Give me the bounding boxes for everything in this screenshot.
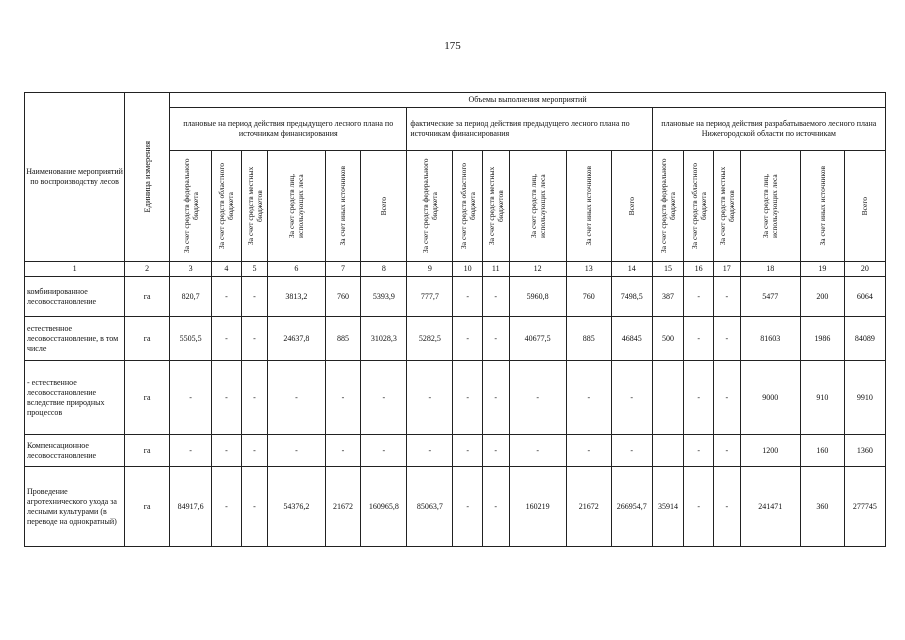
table-cell: 40677,5 [509, 317, 566, 361]
column-header-unit: Единица измерения [125, 93, 170, 262]
table-cell: 160 [800, 435, 844, 467]
subheader-cell: За счет средств местных бюджетов [241, 151, 268, 262]
table-cell: - [714, 361, 741, 435]
subheader-cell: За счет средств лиц, использующих леса [268, 151, 325, 262]
table-cell: 760 [566, 277, 611, 317]
row-unit: га [125, 435, 170, 467]
table-cell: - [407, 435, 453, 467]
table-cell: - [361, 361, 407, 435]
subheader-cell: Всего [611, 151, 652, 262]
subheader-cell: За счет средств лиц, использующих леса [509, 151, 566, 262]
subheader-cell: За счет иных источников [325, 151, 361, 262]
column-number: 16 [684, 262, 714, 277]
subheader-cell: За счет иных источников [566, 151, 611, 262]
table-cell: - [482, 361, 509, 435]
column-number: 19 [800, 262, 844, 277]
table-cell: 21672 [325, 467, 361, 547]
table-cell: 160219 [509, 467, 566, 547]
table-cell: - [684, 317, 714, 361]
table-cell: 7498,5 [611, 277, 652, 317]
table-cell: 31028,3 [361, 317, 407, 361]
table-cell: 84917,6 [170, 467, 212, 547]
column-number: 7 [325, 262, 361, 277]
row-unit: га [125, 317, 170, 361]
table-cell [652, 435, 684, 467]
subheader-cell: За счет средств областного бюджета [453, 151, 483, 262]
table-cell: - [566, 435, 611, 467]
subheader-cell: За счет средств лиц, использующих леса [740, 151, 800, 262]
subheader-cell: За счет средств федерального бюджета [170, 151, 212, 262]
row-activity-name: Компенсационное лесовосстановление [25, 435, 125, 467]
table-cell: - [453, 467, 483, 547]
row-unit: га [125, 467, 170, 547]
table-cell: - [509, 361, 566, 435]
table-cell [652, 361, 684, 435]
table-cell: - [453, 277, 483, 317]
table-cell: - [714, 435, 741, 467]
table-cell: - [684, 435, 714, 467]
table-cell: - [684, 467, 714, 547]
table-cell: 9000 [740, 361, 800, 435]
column-header-name: Наименование мероприятий по воспроизводству лесов [25, 93, 125, 262]
table-cell: - [241, 435, 268, 467]
table-cell: 5477 [740, 277, 800, 317]
column-number: 17 [714, 262, 741, 277]
table-cell: - [509, 435, 566, 467]
table-cell: 1360 [844, 435, 885, 467]
table-cell: - [482, 435, 509, 467]
subheader-cell: Всего [844, 151, 885, 262]
table-cell: 820,7 [170, 277, 212, 317]
row-activity-name: комбинированное лесовосстановление [25, 277, 125, 317]
table-row [25, 361, 886, 435]
table-cell: 241471 [740, 467, 800, 547]
table-cell: 24637,8 [268, 317, 325, 361]
table-cell: - [241, 361, 268, 435]
table-cell: 160965,8 [361, 467, 407, 547]
table-cell: 5282,5 [407, 317, 453, 361]
table-cell: 21672 [566, 467, 611, 547]
volume-header: Объемы выполнения мероприятий [170, 93, 886, 108]
table-cell: 1200 [740, 435, 800, 467]
table-cell: 3813,2 [268, 277, 325, 317]
column-number: 13 [566, 262, 611, 277]
table-cell: 760 [325, 277, 361, 317]
table-cell: - [212, 435, 242, 467]
table-cell: 5960,8 [509, 277, 566, 317]
table-cell: - [566, 361, 611, 435]
table-cell: - [361, 435, 407, 467]
table-cell: - [482, 277, 509, 317]
table-cell: - [268, 435, 325, 467]
table-cell: - [611, 435, 652, 467]
column-number: 18 [740, 262, 800, 277]
table-cell: 84089 [844, 317, 885, 361]
table-cell: 777,7 [407, 277, 453, 317]
table-cell: - [241, 467, 268, 547]
table-cell: - [453, 361, 483, 435]
table-cell: - [212, 317, 242, 361]
table-cell: - [170, 361, 212, 435]
group-header-planned-new: плановые на период действия разрабатываемого лесного плана Нижегородской области по источникам [652, 108, 885, 151]
table-cell: - [714, 317, 741, 361]
row-activity-name: естественное лесовосстановление, в том числе [25, 317, 125, 361]
subheader-cell: За счет средств федерального бюджета [407, 151, 453, 262]
subheader-cell: За счет средств местных бюджетов [714, 151, 741, 262]
table-cell: - [241, 317, 268, 361]
column-number: 9 [407, 262, 453, 277]
table-cell: - [714, 467, 741, 547]
table-cell: - [407, 361, 453, 435]
subheader-cell: За счет средств областного бюджета [684, 151, 714, 262]
column-number: 3 [170, 262, 212, 277]
subheader-cell: За счет средств областного бюджета [212, 151, 242, 262]
column-number: 1 [25, 262, 125, 277]
page-number: 175 [444, 40, 461, 52]
table-cell: - [714, 277, 741, 317]
table-cell: 46845 [611, 317, 652, 361]
column-number: 11 [482, 262, 509, 277]
table-cell: 200 [800, 277, 844, 317]
table-cell: 6064 [844, 277, 885, 317]
column-number: 2 [125, 262, 170, 277]
subheader-cell: За счет иных источников [800, 151, 844, 262]
table-cell: 885 [325, 317, 361, 361]
row-unit: га [125, 277, 170, 317]
subheader-cell: За счет средств федерального бюджета [652, 151, 684, 262]
table-row [25, 467, 886, 547]
column-number: 20 [844, 262, 885, 277]
table-cell: - [453, 435, 483, 467]
row-unit: га [125, 361, 170, 435]
table-cell: 500 [652, 317, 684, 361]
row-activity-name: - естественное лесовосстановление вследствие природных процессов [25, 361, 125, 435]
table-cell: 35914 [652, 467, 684, 547]
table-cell: 81603 [740, 317, 800, 361]
table-cell: - [684, 361, 714, 435]
column-number: 8 [361, 262, 407, 277]
column-number: 15 [652, 262, 684, 277]
table-cell: - [611, 361, 652, 435]
table-cell: 54376,2 [268, 467, 325, 547]
forest-reproduction-table [24, 92, 886, 547]
column-number: 4 [212, 262, 242, 277]
group-header-actual-previous: фактические за период действия предыдущего лесного плана по источникам финансирования [407, 108, 652, 151]
table-cell: - [325, 435, 361, 467]
table-cell: - [241, 277, 268, 317]
table-cell: - [684, 277, 714, 317]
table-cell: - [268, 361, 325, 435]
subheader-cell: Всего [361, 151, 407, 262]
table-cell: - [453, 317, 483, 361]
row-activity-name: Проведение агротехнического ухода за лесными культурами (в переводе на однократный) [25, 467, 125, 547]
table-row [25, 277, 886, 317]
table-cell: - [212, 277, 242, 317]
table-cell: - [170, 435, 212, 467]
table-cell: 5393,9 [361, 277, 407, 317]
table-row [25, 317, 886, 361]
table-row [25, 435, 886, 467]
table-cell: - [212, 361, 242, 435]
table-cell: 85063,7 [407, 467, 453, 547]
table-cell: - [482, 317, 509, 361]
table-cell: 5505,5 [170, 317, 212, 361]
table-cell: 9910 [844, 361, 885, 435]
column-number: 12 [509, 262, 566, 277]
table-cell: - [482, 467, 509, 547]
table-cell: 277745 [844, 467, 885, 547]
table-cell: - [325, 361, 361, 435]
subheader-cell: За счет средств местных бюджетов [482, 151, 509, 262]
table-cell: 360 [800, 467, 844, 547]
table-cell: 885 [566, 317, 611, 361]
column-number: 10 [453, 262, 483, 277]
table-body [25, 277, 886, 547]
column-number: 5 [241, 262, 268, 277]
column-number: 6 [268, 262, 325, 277]
table-cell: 910 [800, 361, 844, 435]
column-number-row [25, 262, 886, 277]
column-number: 14 [611, 262, 652, 277]
group-header-planned-previous: плановые на период действия предыдущего лесного плана по источникам финансирования [170, 108, 407, 151]
table-cell: - [212, 467, 242, 547]
table-cell: 1986 [800, 317, 844, 361]
table-cell: 387 [652, 277, 684, 317]
table-cell: 266954,7 [611, 467, 652, 547]
